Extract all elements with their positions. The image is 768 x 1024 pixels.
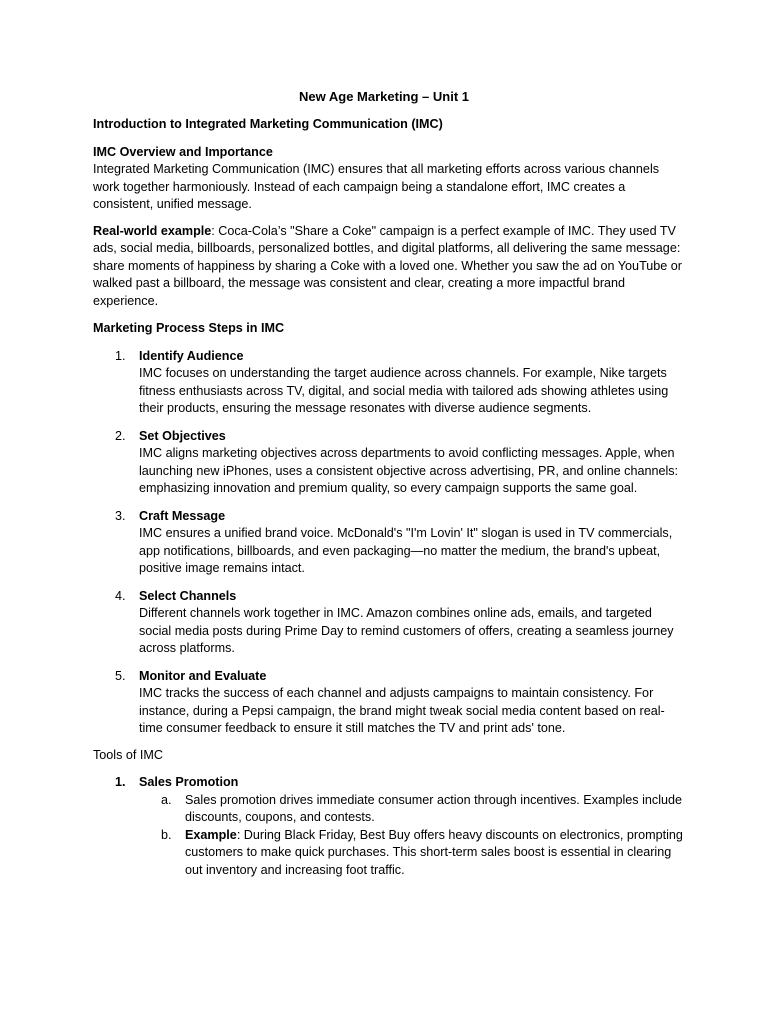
sub-item-b: [93, 827, 685, 880]
process-heading: Marketing Process Steps in IMC: [93, 321, 285, 335]
sub-text: [185, 827, 685, 880]
document-title: New Age Marketing – Unit 1: [299, 89, 469, 104]
example-label: Real-world example: [93, 223, 212, 238]
sub-item-a: [93, 792, 685, 827]
list-item: [93, 348, 685, 418]
sub-text: Sales promotion drives immediate consumer action through incentives. Examples include discounts, coupons, and contests.: [185, 792, 682, 824]
sub-example-text: : During Black Friday, Best Buy offers heavy discounts on electronics, prompting customers to make quick purchases. This short-term sales boost is essential in clearing out inventory and increasing foot traffic.: [185, 827, 683, 877]
step-title: Identify Audience: [139, 348, 244, 363]
step-text: IMC tracks the success of each channel and adjusts campaigns to maintain consistency. For instance, during a Pepsi campaign, the brand might tweak social media content based on real-time consumer feedback to ensure it still matches the TV and print ads' tone.: [139, 686, 665, 735]
list-item: [93, 774, 685, 792]
list-item: [93, 428, 685, 498]
process-steps-list: [93, 348, 685, 738]
tools-heading: Tools of IMC: [93, 747, 163, 762]
list-item: [93, 508, 685, 578]
step-number: 3.: [115, 508, 126, 523]
step-number: 1.: [115, 348, 126, 363]
step-text: Different channels work together in IMC. Amazon combines online ads, emails, and targeted social media posts during Prime Day to remind customers of offers, creating a seamless journey across platforms.: [139, 606, 674, 655]
step-number: 4.: [115, 588, 126, 603]
step-title: Select Channels: [139, 588, 237, 603]
list-item: [93, 668, 685, 738]
sub-letter: b.: [161, 827, 172, 842]
example-text: : Coca-Cola’s "Share a Coke" campaign is a perfect example of IMC. They used TV ads, social media, billboards, personalized bottles, and digital platforms, all delivering the same message: share moments of happiness by sharing a Coke with a loved one. Whether you saw the ad on YouTube or walked past a billboard, the message was consistent and clear, creating a more impactful brand experience.: [93, 223, 682, 308]
step-number: 2.: [115, 428, 126, 443]
sub-letter: a.: [161, 792, 172, 807]
example-paragraph: [93, 223, 685, 311]
tools-list: [93, 774, 685, 792]
sub-example-label: Example: [185, 827, 237, 842]
step-title: Set Objectives: [139, 428, 226, 443]
list-item: [93, 588, 685, 658]
tool-title: Sales Promotion: [139, 775, 239, 789]
step-text: IMC focuses on understanding the target audience across channels. For example, Nike targets fitness enthusiasts across TV, digital, and social media with tailored ads showing athletes using their products, ensuring the message resonates with diverse audience segments.: [139, 366, 669, 415]
overview-paragraph: Integrated Marketing Communication (IMC) ensures that all marketing efforts across various channels work together harmoniously. Instead of each campaign being a standalone effort, IMC creates a consistent, unified message.: [93, 162, 660, 211]
intro-heading: Introduction to Integrated Marketing Communication (IMC): [93, 117, 443, 131]
step-title: Craft Message: [139, 508, 226, 523]
document-body: [93, 116, 685, 879]
step-text: IMC ensures a unified brand voice. McDonald's "I'm Lovin' It" slogan is used in TV commercials, app notifications, billboards, and even packaging—no matter the medium, the brand's upbeat, positive image remains intact.: [139, 526, 673, 575]
step-text: IMC aligns marketing objectives across departments to avoid conflicting messages. Apple, when launching new iPhones, uses a consistent objective across advertising, PR, and online channels: emphasizing innovation and premium quality, so every campaign supports the same goal.: [139, 446, 679, 495]
overview-heading: IMC Overview and Importance: [93, 144, 273, 159]
step-number: 5.: [115, 668, 126, 683]
step-title: Monitor and Evaluate: [139, 668, 267, 683]
tool-number: 1.: [115, 775, 126, 789]
